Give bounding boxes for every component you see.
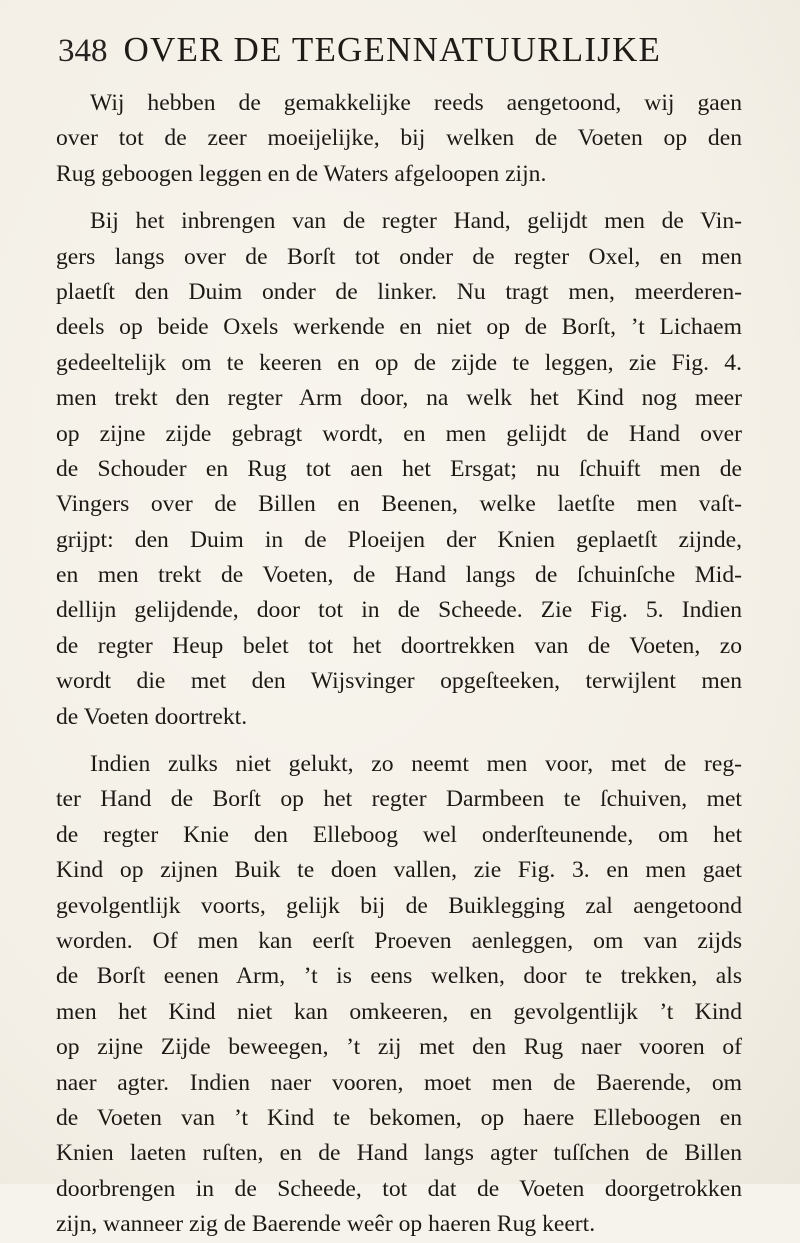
text-line: grijpt: den Duim in de Ploeijen der Knien geplaetſt zijnde, (56, 526, 742, 553)
text-line: Rug geboogen leggen en de Waters afgeloopen zijn. (56, 160, 547, 187)
text-line: zijn, wanneer zig de Baerende weêr op haeren Rug keert. (56, 1211, 596, 1238)
text-line: gevolgentlijk voorts, gelijk bij de Buiklegging zal aengetoond (56, 892, 742, 919)
paragraph-1 (56, 86, 742, 192)
text-line: gedeeltelijk om te keeren en op de zijde te leggen, zie Fig. 4. (56, 349, 742, 376)
text-line: de Schouder en Rug tot aen het Ersgat; nu ſchuift men de (56, 455, 742, 482)
text-line: wordt die met den Wijsvinger opgeſteeken, terwijlent men (56, 668, 742, 695)
text-line: deels op beide Oxels werkende en niet op de Borſt, ’t Lichaem (56, 314, 742, 341)
text-line: over tot de zeer moeijelijke, bij welken de Voeten op den (56, 125, 742, 152)
text-line: en men trekt de Voeten, de Hand langs de ſchuinſche Mid- (56, 562, 742, 589)
text-line: op zijne zijde gebragt wordt, en men gelijdt de Hand over (56, 420, 742, 447)
page-header (58, 30, 738, 86)
text-line: de regter Heup belet tot het doortrekken van de Voeten, zo (56, 632, 742, 659)
text-line: ter Hand de Borſt op het regter Darmbeen te ſchuiven, met (56, 786, 742, 813)
running-head: OVER DE TEGENNATUURLIJKE (123, 30, 662, 69)
paragraph-3 (56, 747, 742, 1242)
text-line: gers langs over de Borſt tot onder de regter Oxel, en men (56, 243, 742, 270)
text-line: de regter Knie den Elleboog wel onderſteunende, om het (56, 821, 742, 848)
text-line: Kind op zijnen Buik te doen vallen, zie Fig. 3. en men gaet (56, 857, 742, 884)
text-line: men trekt den regter Arm door, na welk het Kind nog meer (56, 385, 742, 412)
paragraph-2 (56, 204, 742, 735)
text-line: de Voeten van ’t Kind te bekomen, op haere Elleboogen en (56, 1104, 742, 1131)
text-line: de Voeten doortrekt. (56, 703, 248, 730)
text-line: Bij het inbrengen van de regter Hand, gelijdt men de Vin- (90, 208, 742, 235)
text-line: doorbrengen in de Scheede, tot dat de Voeten doorgetrokken (56, 1175, 742, 1202)
text-line: naer agter. Indien naer vooren, moet men de Baerende, om (56, 1069, 742, 1096)
page-number: 348 (58, 33, 108, 69)
text-line: Knien laeten ruſten, en de Hand langs agter tuſſchen de Billen (56, 1140, 742, 1167)
text-line: Indien zulks niet gelukt, zo neemt men voor, met de reg- (90, 751, 742, 778)
text-line: Vingers over de Billen en Beenen, welke laetſte men vaſt- (56, 491, 742, 518)
text-line: worden. Of men kan eerſt Proeven aenleggen, om van zijds (56, 927, 742, 954)
text-line: op zijne Zijde beweegen, ’t zij met den Rug naer vooren of (56, 1034, 742, 1061)
text-line: men het Kind niet kan omkeeren, en gevolgentlijk ’t Kind (56, 998, 742, 1025)
text-line: de Borſt eenen Arm, ’t is eens welken, door te trekken, als (56, 963, 742, 990)
text-line: dellijn gelijdende, door tot in de Scheede. Zie Fig. 5. Indien (56, 597, 742, 624)
body-text (56, 86, 742, 1243)
text-line: Wij hebben de gemakkelijke reeds aengetoond, wij gaen (90, 90, 742, 116)
text-line: plaetſt den Duim onder de linker. Nu tragt men, meerderen- (56, 278, 742, 305)
